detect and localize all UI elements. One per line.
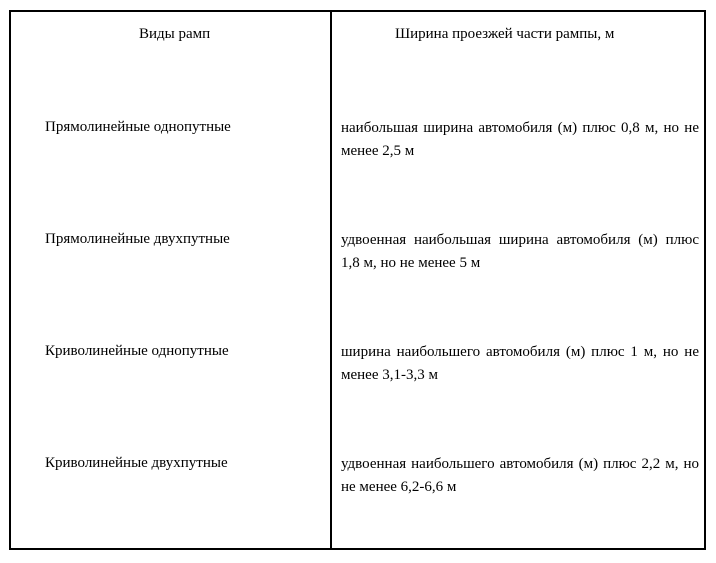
header-roadway-width: Ширина проезжей части рампы, м	[395, 26, 615, 42]
ramp-type-cell: Криволинейные двухпутные	[45, 455, 228, 471]
roadway-width-cell: ширина наибольшего автомобиля (м) плюс 1 м, но не менее 3,1-3,3 м	[341, 344, 699, 383]
roadway-width-cell: удвоенная наибольшая ширина автомобиля (м) плюс 1,8 м, но не менее 5 м	[341, 232, 699, 271]
ramp-type-cell: Прямолинейные двухпутные	[45, 231, 230, 247]
ramp-type-cell: Прямолинейные однопутные	[45, 119, 231, 135]
column-divider	[330, 12, 332, 548]
roadway-width-cell: удвоенная наибольшего автомобиля (м) плюс 2,2 м, но не менее 6,2-6,6 м	[341, 456, 699, 495]
roadway-width-cell: наибольшая ширина автомобиля (м) плюс 0,8 м, но не менее 2,5 м	[341, 120, 699, 159]
ramp-type-cell: Криволинейные однопутные	[45, 343, 229, 359]
header-ramp-type: Виды рамп	[139, 26, 211, 42]
ramp-width-table	[9, 10, 706, 550]
